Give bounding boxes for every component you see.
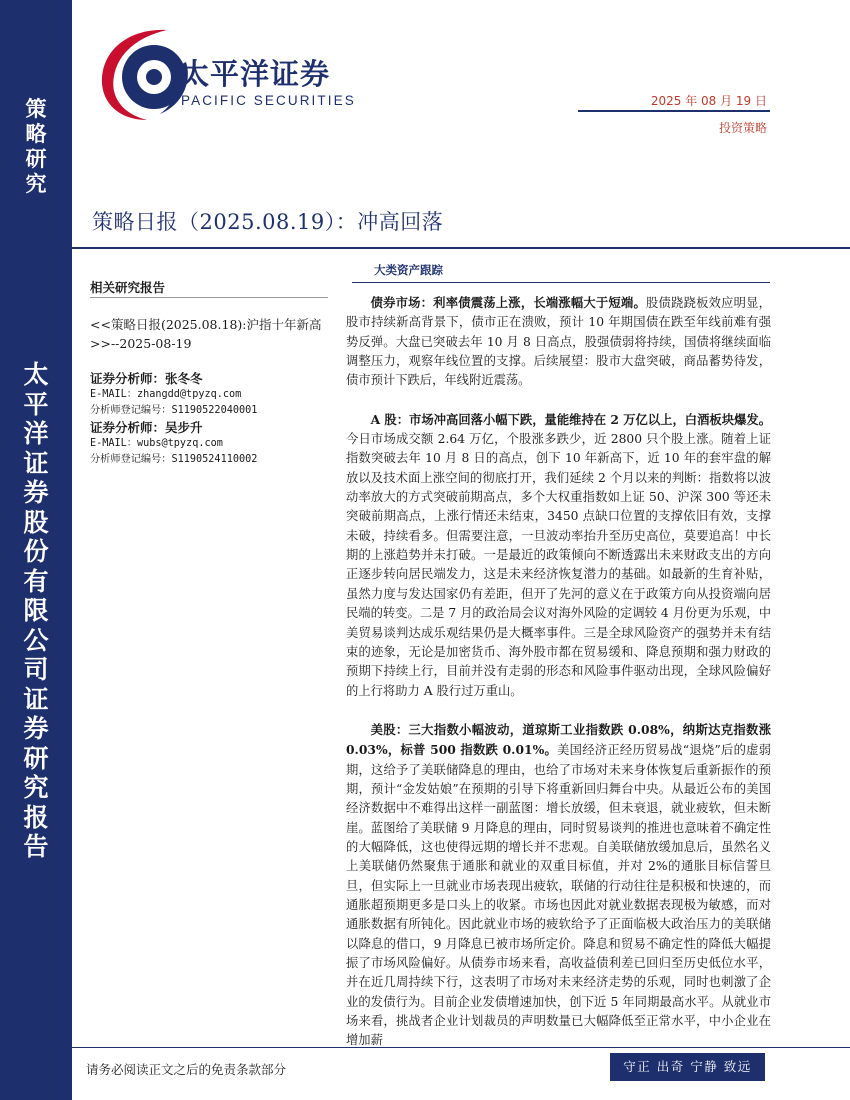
sidebar-category-char: 略 [25,121,47,146]
paragraph-lead: 美股：三大指数小幅波动，道琼斯工业指数跌 0.08%，纳斯达克指数涨 0.03%，标普 500 指数跌 0.01%。 [346,721,771,758]
paragraph-a-share [346,410,771,701]
report-title: 策略日报（2025.08.19）：冲高回落 [92,210,444,234]
section-header: 大类资产跟踪 [374,263,443,277]
sidebar-category-char: 研 [25,146,47,171]
paragraph-text: 美国经济正经历贸易战“退烧”后的虚弱期，这给予了美联储降息的理由，也给了市场对未来身体恢复后重新振作的预期，预计“金发姑娘”在预期的引导下将重新回归舞台中央。从最近公布的美国经济数据中不难得出这样一副蓝图：增长放缓，但未衰退，就业疲软，但未断崖。蓝图给了美联储 9 月降息的理由，同时贸易谈判的推进也意味着不确定性的大幅降低，这也使得远期的增长并不悲观。自美联储放缓加息后，虽然名义上美联储仍然聚焦于通胀和就业的双重目标值，并对 2%的通胀目标信誓旦旦，但实际上一旦就业市场表现出疲软，联储的行动往往是积极和快速的，而通胀超预期更多是口头上的收紧。市场也因此对就业数据表现极为敏感，而对通胀数据有所钝化。因此就业市场的疲软给予了正面临极大政治压力的美联储以降息的借口，9 月降息已被市场所定价。降息和贸易不确定性的降低大幅提振了市场风险偏好。从债券市场来看，高收益债利差已回归至历史低位水平，并在近几周持续下行，这表明了市场对未来经济走势的乐观，同时也刺激了企业的发债行为。目前企业发债增速加快，创下近 5 年同期最高水平。从就业市场来看，挑战者企业计划裁员的声明数量已大幅降低至正常水平，中小企业在增加薪 [346,743,771,1048]
logo-text-en: PACIFIC SECURITIES [181,93,356,108]
report-category: 投资策略 [718,121,767,135]
sidebar-company-char: 公 [23,625,49,655]
sidebar-category [14,96,58,196]
sidebar-company-char: 司 [23,655,49,684]
sidebar-company-char: 有 [23,566,49,596]
analyst-name: 证券分析师：张冬冬 [90,371,203,386]
paragraph-us-stock [346,720,771,1051]
sidebar-category-char: 策 [25,96,47,121]
section-divider [352,282,770,283]
sidebar-company-char: 研 [23,743,49,773]
sidebar-company [14,360,58,862]
analyst-registration: 分析师登记编号：S1190524110002 [90,454,258,465]
logo-circle-core [146,69,162,85]
related-report-link[interactable]: <<策略日报(2025.08.18):沪指十年新高>>--2025-08-19 [90,317,322,351]
sidebar-company-char: 券 [23,714,49,743]
analyst-email[interactable]: E-MAIL：zhangdd@tpyzq.com [90,389,242,400]
sidebar-company-char: 限 [23,596,49,625]
date-underline [578,110,770,112]
sidebar-category-char: 究 [25,171,47,196]
paragraph-lead: 债券市场：利率债震荡上涨，长端涨幅大于短端。 [370,295,647,310]
report-body [346,293,771,1070]
left-column [90,278,340,468]
analyst-block [90,419,340,468]
sidebar-company-char: 报 [23,802,49,832]
sidebar-company-char: 股 [23,507,49,537]
paragraph-text: 股债跷跷板效应明显，股市持续新高背景下，债市正在溃败，预计 10 年期国债在跌至年线前难有强势反弹。大盘已突破去年 10 月 8 日高点，股强债弱将持续，国债将继续面临调整压力，观察年线位置的支撑。后续展望：股市大盘突破，商品蓄势待发，债市预计下跌后，年线附近震荡。 [346,296,771,388]
footer-motto: 守正 出奇 宁静 致远 [610,1053,765,1081]
footer-disclaimer: 请务必阅读正文之后的免责条款部分 [86,1062,287,1077]
sidebar-company-char: 告 [23,832,49,861]
analyst-registration: 分析师登记编号：S1190522040001 [90,405,258,416]
sidebar-company-char: 究 [23,773,49,802]
sidebar-company-char: 份 [23,537,49,566]
sidebar-company-char: 券 [23,478,49,507]
analyst-name: 证券分析师：吴步升 [90,420,203,435]
sidebar-company-char: 平 [23,389,49,419]
paragraph-bond [346,293,771,391]
related-reports-heading: 相关研究报告 [90,280,166,295]
report-date: 2025 年 08 月 19 日 [650,94,767,108]
sidebar-company-char: 证 [23,448,49,478]
analyst-block [90,370,340,419]
sidebar-company-char: 太 [23,360,49,389]
sidebar-company-char: 证 [23,684,49,714]
related-divider [90,297,328,298]
paragraph-lead: A 股：市场冲高回落小幅下跌，量能维持在 2 万亿以上，白酒板块爆发。 [370,411,771,427]
paragraph-text: 今日市场成交额 2.64 万亿，个股涨多跌少，近 2800 只个股上涨。随着上证指数突破去年 10 月 8 日的高点，创下 10 年新高下，近 10 年的套牢盘的解放以及技术面上涨空间的彻底打开，我们延续 2 个月以来的判断：指数将以波动率放大的方式突破前期高点，多个大权重指数如上证 50、沪深 300 等还未突破前期高点，上涨行情还未结束，3450 点缺口位置的支撑依旧有效，支撑未破，持续看多。但需要注意，一旦波动率抬升至历史高位，莫要追高！中长期的上涨趋势并未打破。一是最近的政策倾向不断透露出未来财政支出的方向正逐步转向居民端发力，这是未来经济恢复潜力的基础。如最新的生育补贴，虽然力度与发达国家仍有差距，但开了先河的意义在于政策方向从投资端向居民端的转变。二是 7 月的政治局会议对海外风险的定调较 4 月份更为乐观，中美贸易谈判达成乐观结果仍是大概率事件。三是全球风险资产的强势并未有结束的迹象，无论是加密货币、海外股市都在贸易缓和、降息预期和强力财政的预期下持续上行，目前并没有走弱的形态和风险事件驱动出现，全球风险偏好的上行将助力 A 股行过万重山。 [346,432,771,698]
sidebar [0,0,72,1100]
title-divider [72,247,850,249]
logo-text-cn: 太平洋证券 [180,57,331,91]
footer-divider [72,1047,850,1048]
analyst-email[interactable]: E-MAIL：wubs@tpyzq.com [90,438,223,449]
sidebar-company-char: 洋 [23,419,49,448]
